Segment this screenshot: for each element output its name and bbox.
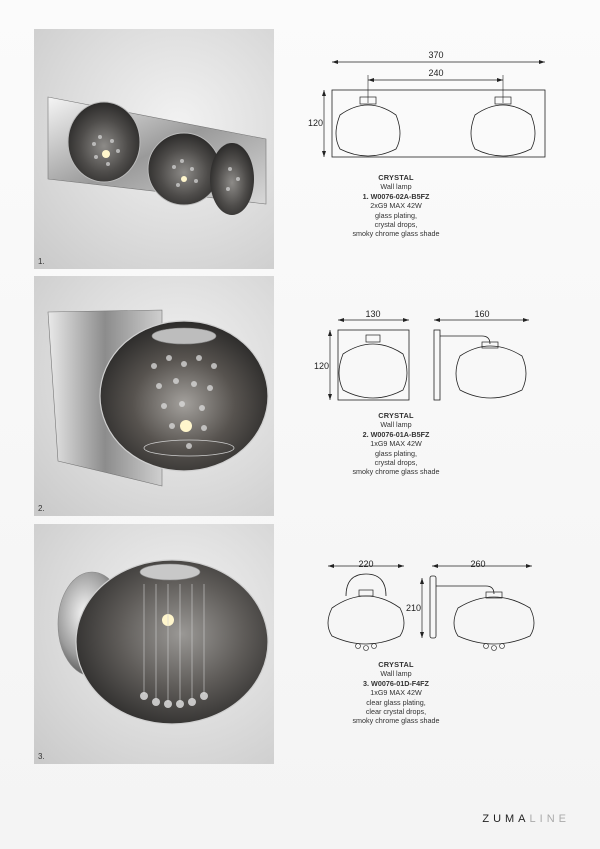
dim-depth: 160 <box>474 309 490 319</box>
dim-height: 210 <box>406 603 422 613</box>
product-feature: clear glass plating, <box>366 697 426 707</box>
dim-width: 220 <box>358 559 374 569</box>
dim-width-total: 370 <box>428 50 444 60</box>
product-code: 1. W0076-02A-B5FZ <box>362 191 430 201</box>
product-type: Wall lamp <box>380 669 412 679</box>
product-feature: glass plating, <box>375 210 417 220</box>
product-number: 1. <box>38 257 45 266</box>
dimension-drawing-3 <box>310 556 560 656</box>
product-number: 3. <box>38 752 45 761</box>
dimension-drawing-1 <box>300 45 570 170</box>
dim-height: 120 <box>314 361 330 371</box>
product-bulb: 1xG9 MAX 42W <box>370 439 422 449</box>
product-photo-1 <box>34 29 274 269</box>
product-type: Wall lamp <box>380 182 412 192</box>
product-code: 2. W0076-01A-B5FZ <box>362 429 430 439</box>
lamp-image-3 <box>34 524 274 764</box>
brand-logo-part1: ZUMA <box>482 813 530 825</box>
brand-logo-part2: LINE <box>529 813 570 825</box>
product-code: 3. W0076-01D-F4FZ <box>363 678 429 688</box>
dim-height: 120 <box>308 118 324 128</box>
product-feature: smoky chrome glass shade <box>352 467 440 477</box>
product-name: CRYSTAL <box>378 660 414 669</box>
product-info-1 <box>296 173 496 239</box>
dimension-drawing-2 <box>310 308 560 408</box>
dim-depth: 260 <box>470 559 486 569</box>
product-name: CRYSTAL <box>378 411 414 420</box>
product-info-3 <box>296 660 496 726</box>
dim-width: 130 <box>365 309 381 319</box>
product-number: 2. <box>38 504 45 513</box>
product-bulb: 2xG9 MAX 42W <box>370 201 422 211</box>
product-feature: smoky chrome glass shade <box>352 716 440 726</box>
product-photo-3 <box>34 524 274 764</box>
dim-width-spacing: 240 <box>428 68 444 78</box>
product-feature: glass plating, <box>375 448 417 458</box>
product-name: CRYSTAL <box>378 173 414 182</box>
product-info-2 <box>296 411 496 477</box>
product-feature: crystal drops, <box>374 220 418 230</box>
product-type: Wall lamp <box>380 420 412 430</box>
product-feature: clear crystal drops, <box>365 707 427 717</box>
product-feature: smoky chrome glass shade <box>352 229 440 239</box>
product-bulb: 1xG9 MAX 42W <box>370 688 422 698</box>
product-feature: crystal drops, <box>374 458 418 468</box>
brand-logo <box>482 813 570 825</box>
lamp-image-2 <box>34 276 274 516</box>
lamp-image-1 <box>34 29 274 269</box>
product-photo-2 <box>34 276 274 516</box>
